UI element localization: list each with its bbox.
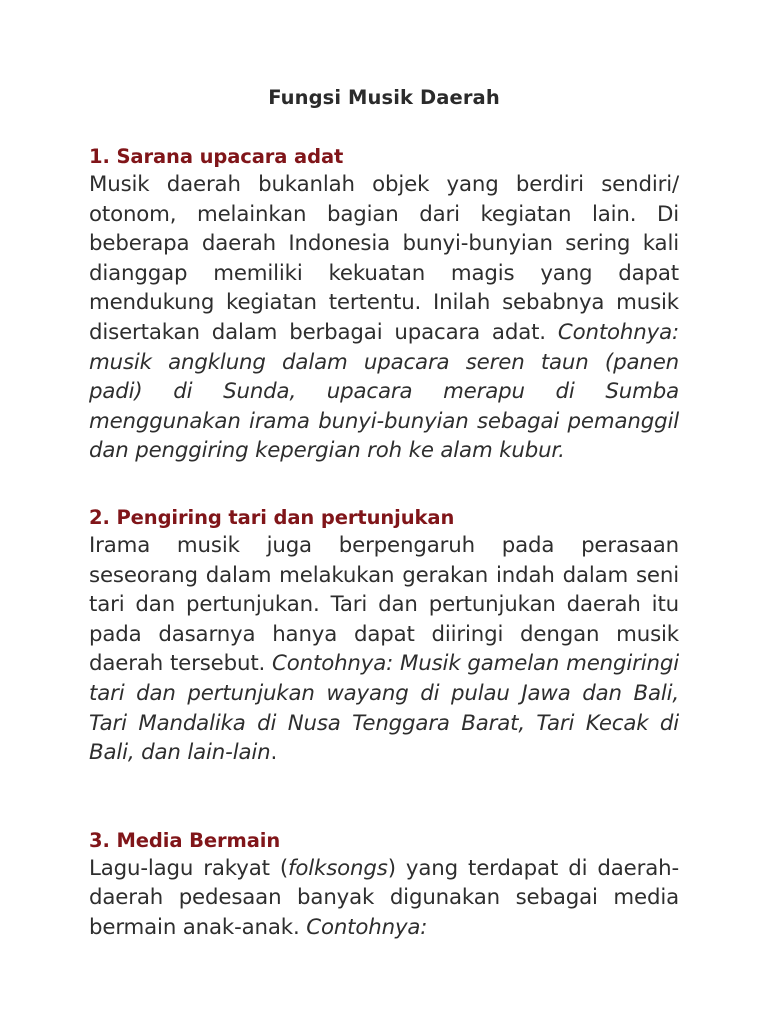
section-body-1-plain: Musik daerah bukanlah objek yang berdiri sendiri/ otonom, melainkan bagian dari kegiatan lain. Di beberapa daerah Indonesia bunyi-bunyian sering kali dianggap memiliki kekuatan magis yang dapat mendukung kegiatan tertentu. Inilah sebabnya musik disertakan dalam berbagai upacara adat. [89,172,679,345]
section-body-3-lead: Lagu-lagu rakyat ( [89,855,289,881]
section-body-3-mid: ) yang terdapat di daerah-daerah pedesaan banyak digunakan sebagai media bermain anak-anak. [89,855,680,940]
page-title: Fungsi Musik Daerah [268,86,500,109]
section-body-3-italic: Contohnya: [306,914,428,940]
document-content [89,84,679,942]
section-heading-3: 3. Media Bermain [89,828,281,852]
title-spacer [89,112,679,143]
section-body-3 [89,854,679,943]
section-body-2-plain: Irama musik juga berpengaruh pada perasaan seseorang dalam melakukan gerakan indah dalam seni tari dan pertunjukan. Tari dan pertunjukan daerah itu pada dasarnya hanya dapat diiringi dengan musik daerah tersebut. [89,532,679,677]
section-gap-2 [89,768,679,827]
section-body-1 [89,170,679,466]
section-body-2-tail: . [270,740,278,766]
section-body-3-italic-term: folksongs [288,855,388,881]
section-gap-1 [89,466,679,504]
section-heading-2: 2. Pengiring tari dan pertunjukan [89,505,455,529]
section-heading-1: 1. Sarana upacara adat [89,145,344,168]
section-body-1-italic: Contohnya: musik angklung dalam upacara seren taun (panen padi) di Sunda, upacara merapu di Sumba menggunakan irama bunyi-bunyian sebagai pemanggil dan penggiring kepergian roh ke alam kubur. [89,319,679,464]
section-body-2 [89,531,679,768]
section-body-2-italic: Contohnya: Musik gamelan mengiringi tari dan pertunjukan wayang di pulau Jawa dan Bali, Tari Mandalika di Nusa Tenggara Barat, Tari Kecak di Bali, dan lain-lain [89,651,679,766]
